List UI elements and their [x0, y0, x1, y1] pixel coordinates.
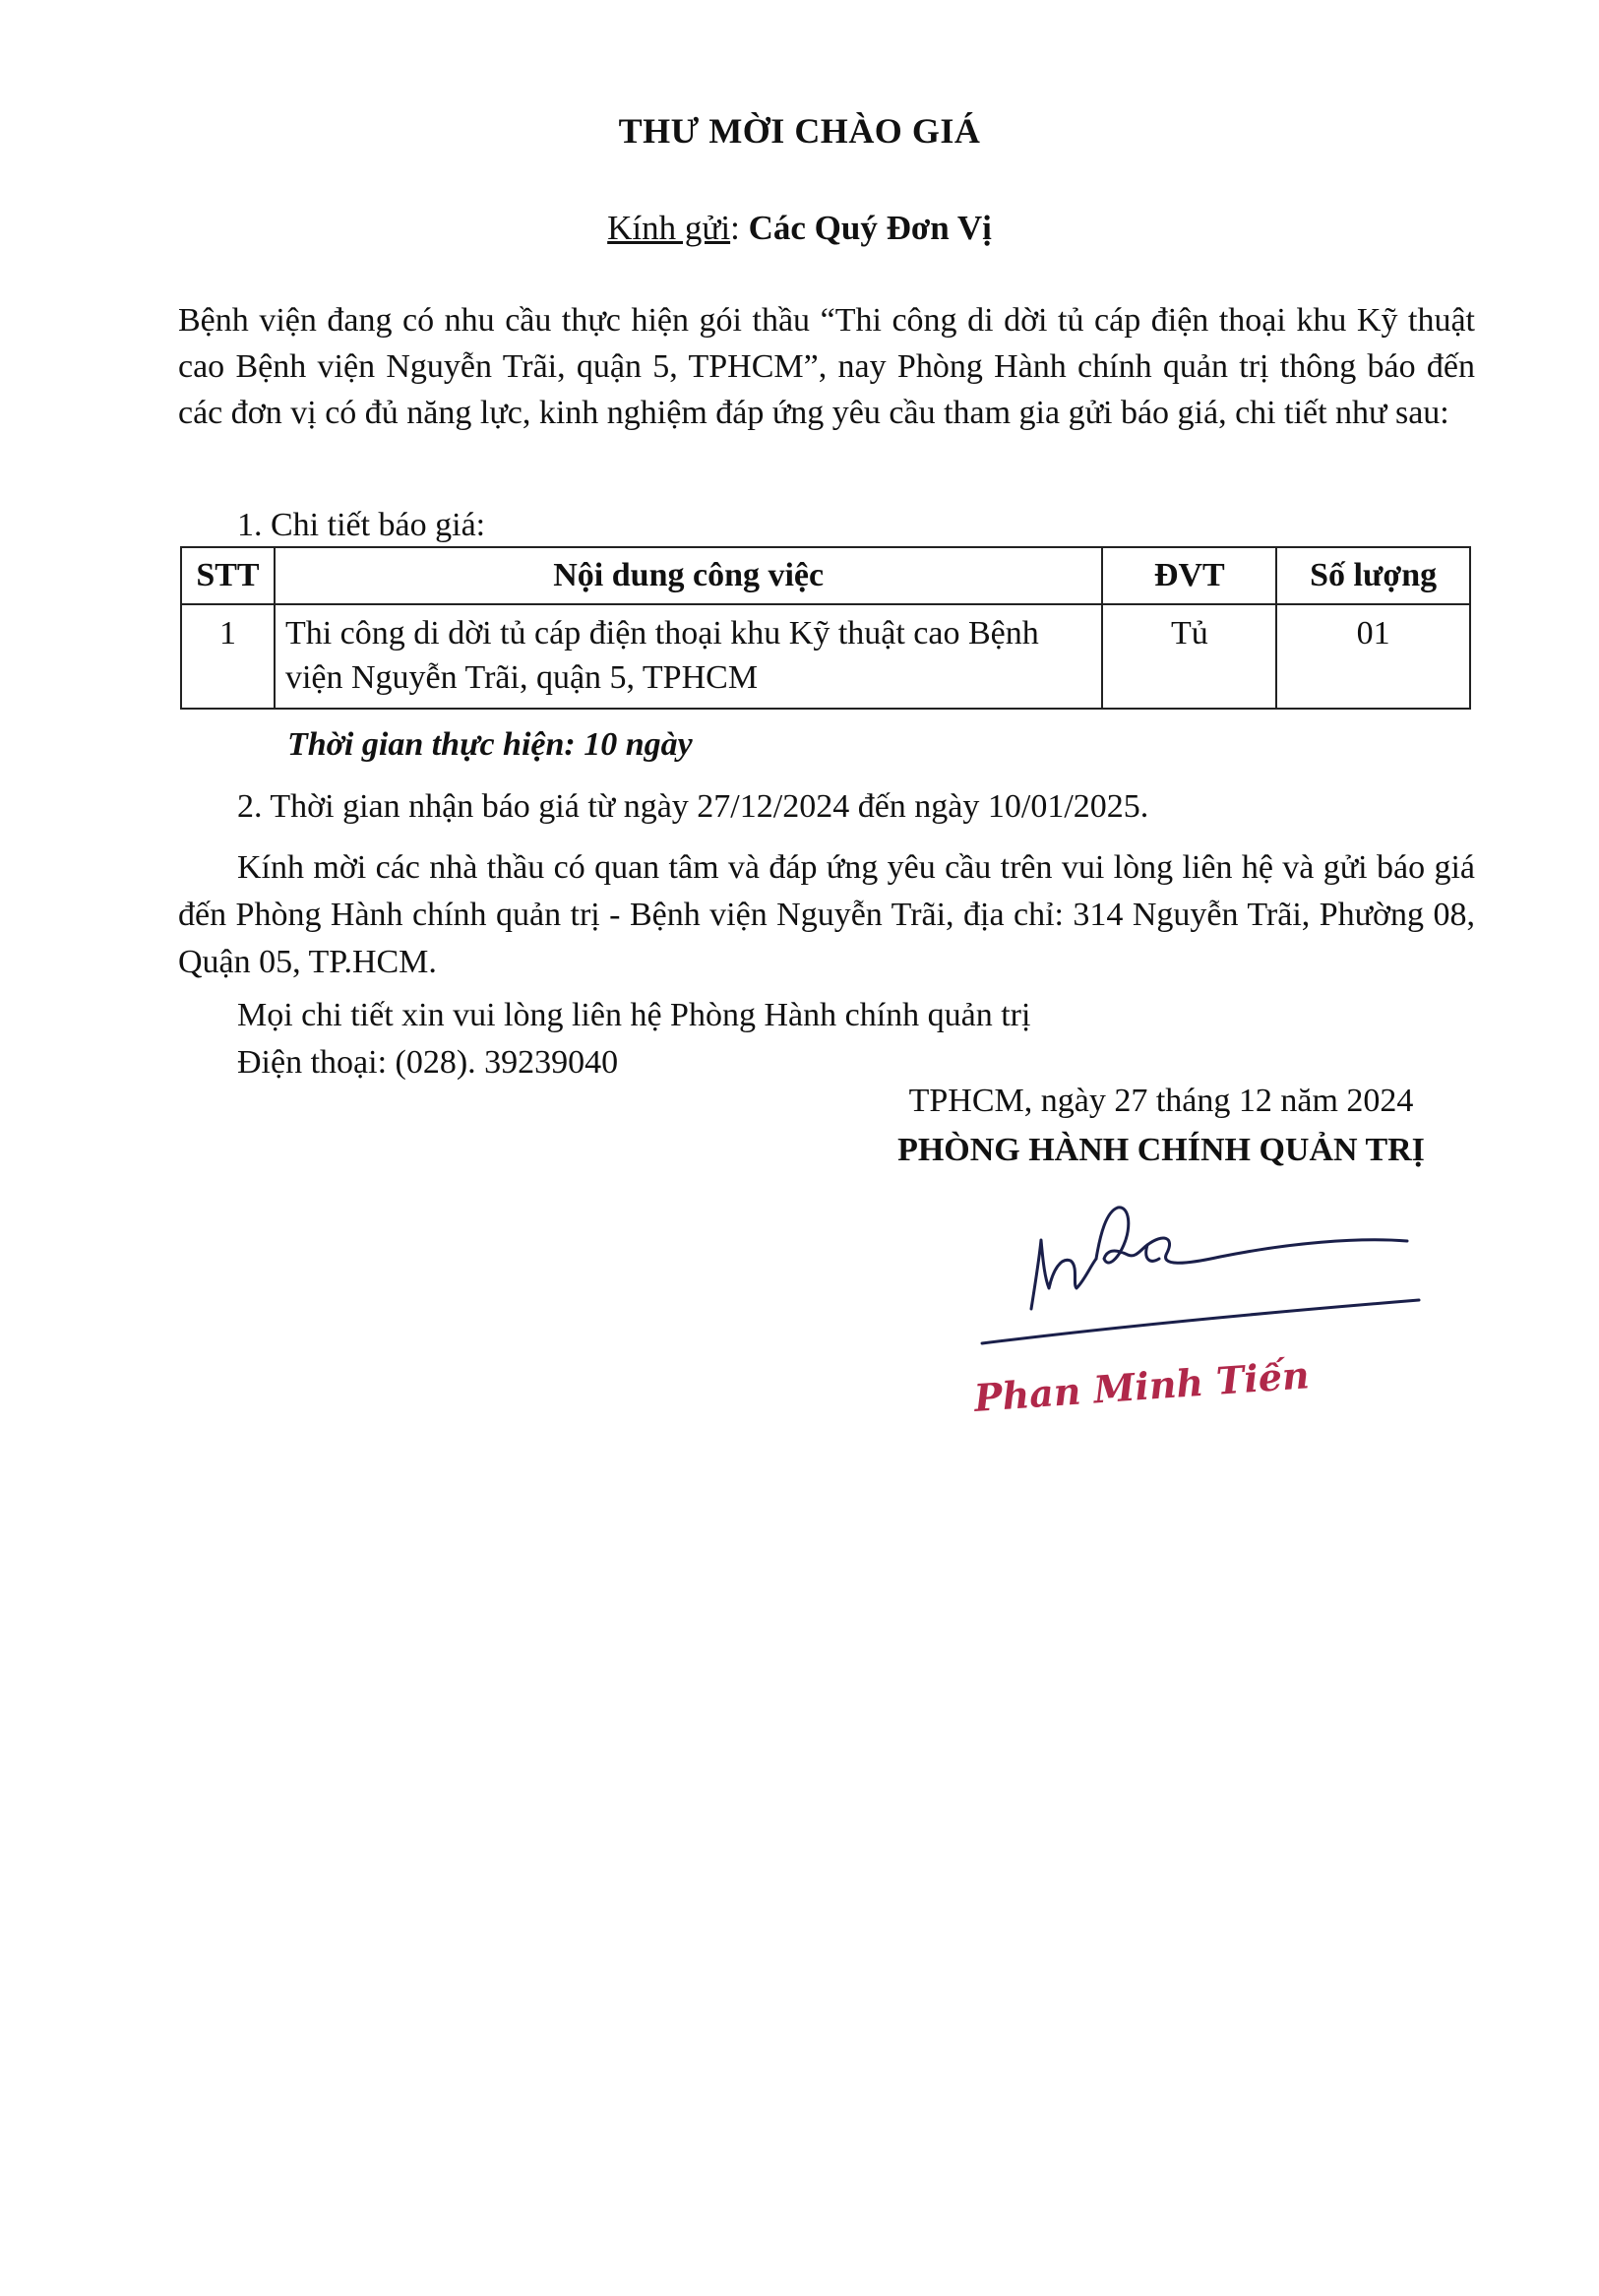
section-2-heading: 2. Thời gian nhận báo giá từ ngày 27/12/2024 đến ngày 10/01/2025.: [237, 788, 1149, 825]
recipient-line: [0, 209, 1599, 248]
cell-stt: 1: [181, 604, 275, 709]
recipient-name: Các Quý Đơn Vị: [748, 209, 992, 247]
cell-unit: Tủ: [1102, 604, 1276, 709]
invitation-paragraph: Kính mời các nhà thầu có quan tâm và đáp ứng yêu cầu trên vui lòng liên hệ và gửi báo giá đến Phòng Hành chính quản trị - Bệnh viện Nguyễn Trãi, địa chỉ: 314 Nguyễn Trãi, Phường 08, Quận 05, TP.HCM.: [178, 849, 1475, 980]
header-stt: STT: [181, 547, 275, 604]
department-name: PHÒNG HÀNH CHÍNH QUẢN TRỊ: [897, 1132, 1425, 1168]
recipient-label: Kính gửi: [607, 209, 731, 247]
table-header-row: [181, 547, 1470, 604]
date-line: TPHCM, ngày 27 tháng 12 năm 2024: [908, 1083, 1414, 1119]
quote-table: [180, 546, 1471, 710]
cell-content: Thi công di dời tủ cáp điện thoại khu Kỹ thuật cao Bệnh viện Nguyễn Trãi, quận 5, TPHCM: [275, 604, 1103, 709]
document-title: THƯ MỜI CHÀO GIÁ: [618, 111, 981, 151]
duration-note: Thời gian thực hiện: 10 ngày: [287, 726, 693, 763]
cell-quantity: 01: [1276, 604, 1470, 709]
phone-line: Điện thoại: (028). 39239040: [237, 1044, 619, 1081]
table-row: [181, 604, 1470, 709]
intro-paragraph: Bệnh viện đang có nhu cầu thực hiện gói thầu “Thi công di dời tủ cáp điện thoại khu Kỹ thuật cao Bệnh viện Nguyễn Trãi, quận 5, TPHCM”, nay Phòng Hành chính quản trị thông báo đến các đơn vị có đủ năng lực, kinh nghiệm đáp ứng yêu cầu tham gia gửi báo giá, chi tiết như sau:: [178, 302, 1475, 431]
contact-line: Mọi chi tiết xin vui lòng liên hệ Phòng Hành chính quản trị: [237, 997, 1031, 1033]
header-quantity: Số lượng: [1276, 547, 1470, 604]
recipient-separator: :: [730, 209, 749, 247]
signature: [974, 1176, 1427, 1368]
header-content: Nội dung công việc: [275, 547, 1103, 604]
section-1-heading: 1. Chi tiết báo giá:: [237, 507, 486, 543]
header-unit: ĐVT: [1102, 547, 1276, 604]
signature-graphic: [974, 1176, 1427, 1363]
signer-name: Phan Minh Tiến: [972, 1352, 1311, 1420]
